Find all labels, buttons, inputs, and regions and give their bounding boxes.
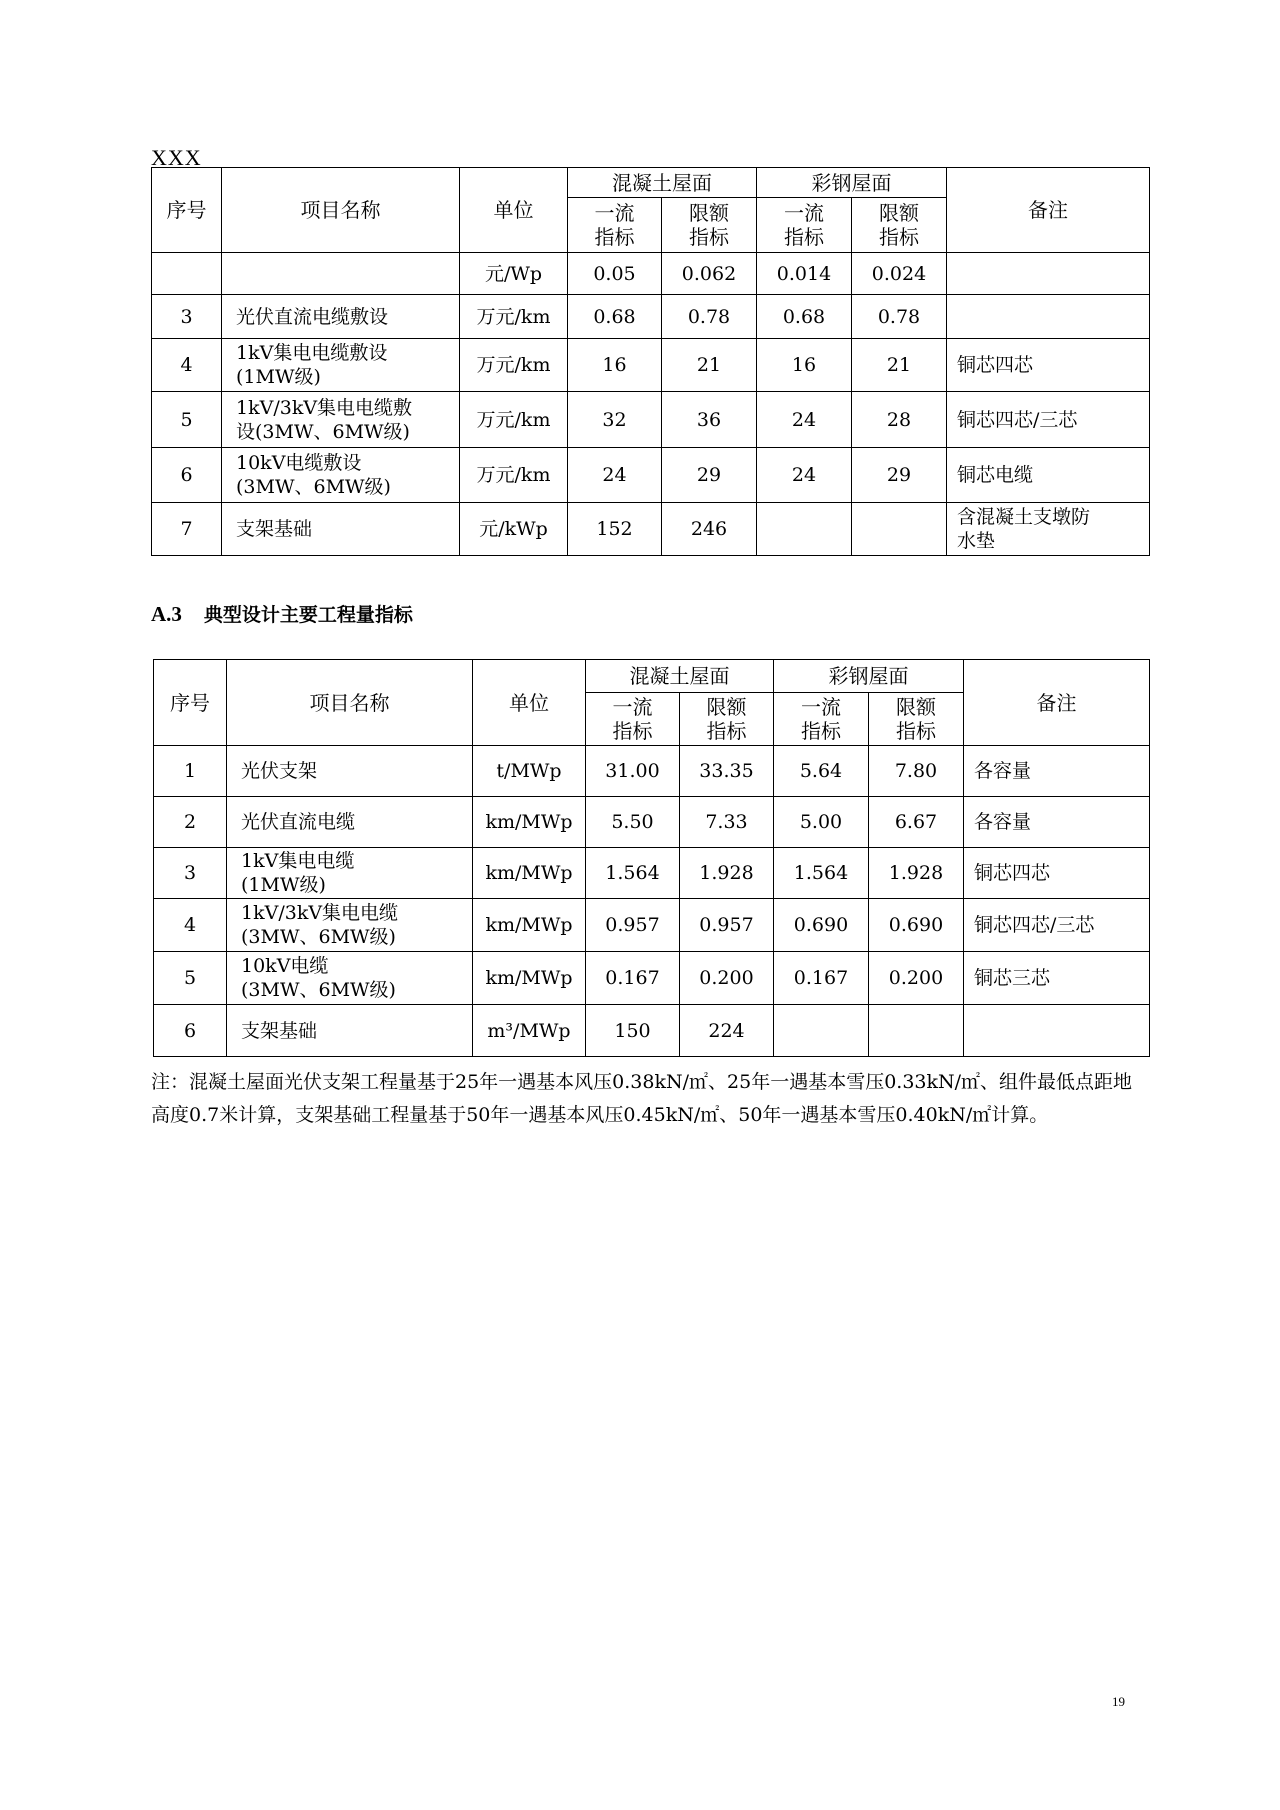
cell-note: 铜芯三芯 — [964, 952, 1150, 1005]
cell-c4: 0.690 — [869, 899, 964, 952]
cell-note: 铜芯四芯/三芯 — [947, 392, 1150, 448]
cell-unit: 万元/km — [460, 339, 568, 392]
cell-c2: 224 — [680, 1005, 774, 1057]
cell-c2: 21 — [662, 339, 757, 392]
table-row — [154, 797, 1150, 848]
cell-note: 各容量 — [964, 797, 1150, 848]
cell-c1: 0.167 — [586, 952, 680, 1005]
cell-c1: 24 — [568, 448, 662, 503]
table-row — [152, 448, 1150, 503]
cell-name: 1kV/3kV集电电缆 (3MW、6MW级) — [227, 899, 473, 952]
cell-seq: 6 — [154, 1005, 227, 1057]
cell-name: 10kV电缆 (3MW、6MW级) — [227, 952, 473, 1005]
cell-c4: 0.200 — [869, 952, 964, 1005]
cell-name: 1kV集电电缆敷设 (1MW级) — [222, 339, 460, 392]
cell-unit: 万元/km — [460, 448, 568, 503]
cell-c2: 0.200 — [680, 952, 774, 1005]
header-seq: 序号 — [152, 168, 222, 253]
cell-c4: 28 — [852, 392, 947, 448]
cost-index-table — [151, 167, 1150, 556]
cell-unit: 万元/km — [460, 295, 568, 339]
cell-c4: 7.80 — [869, 746, 964, 797]
cell-c3: 5.64 — [774, 746, 869, 797]
cell-note: 含混凝土支墩防 水垫 — [947, 503, 1150, 556]
cell-unit: 万元/km — [460, 392, 568, 448]
header-limit: 限额 指标 — [852, 198, 947, 253]
table-row — [152, 392, 1150, 448]
cell-c3 — [774, 1005, 869, 1057]
cell-unit: m³/MWp — [473, 1005, 586, 1057]
cell-c3: 0.690 — [774, 899, 869, 952]
cell-note — [964, 1005, 1150, 1057]
cell-c2: 29 — [662, 448, 757, 503]
cell-seq: 5 — [154, 952, 227, 1005]
cell-c4: 29 — [852, 448, 947, 503]
cell-note: 铜芯电缆 — [947, 448, 1150, 503]
cell-c1: 150 — [586, 1005, 680, 1057]
header-concrete-roof: 混凝土屋面 — [568, 168, 757, 198]
cell-unit: 元/kWp — [460, 503, 568, 556]
cell-unit: km/MWp — [473, 899, 586, 952]
table-row — [154, 952, 1150, 1005]
header-note: 备注 — [964, 660, 1150, 746]
cell-seq: 2 — [154, 797, 227, 848]
header-first-class: 一流 指标 — [774, 693, 869, 746]
cell-c1: 152 — [568, 503, 662, 556]
cell-unit: km/MWp — [473, 952, 586, 1005]
table-row — [152, 295, 1150, 339]
cell-c2: 0.957 — [680, 899, 774, 952]
cell-note: 铜芯四芯 — [947, 339, 1150, 392]
cell-name: 支架基础 — [227, 1005, 473, 1057]
cell-c3: 24 — [757, 392, 852, 448]
cell-c3: 0.014 — [757, 253, 852, 295]
header-steel-roof: 彩钢屋面 — [774, 660, 964, 693]
section-number: A.3 — [151, 602, 182, 626]
quantity-index-table — [153, 659, 1150, 1057]
cell-note — [947, 253, 1150, 295]
header-seq: 序号 — [154, 660, 227, 746]
cell-unit: 元/Wp — [460, 253, 568, 295]
cell-c4: 0.78 — [852, 295, 947, 339]
cell-c1: 31.00 — [586, 746, 680, 797]
cell-c3: 0.68 — [757, 295, 852, 339]
cell-note: 各容量 — [964, 746, 1150, 797]
cell-c2: 0.78 — [662, 295, 757, 339]
cell-c4: 0.024 — [852, 253, 947, 295]
cell-seq: 7 — [152, 503, 222, 556]
header-unit: 单位 — [460, 168, 568, 253]
cell-seq: 4 — [152, 339, 222, 392]
cell-c2: 33.35 — [680, 746, 774, 797]
cell-c2: 1.928 — [680, 848, 774, 899]
cell-c3: 1.564 — [774, 848, 869, 899]
cell-seq — [152, 253, 222, 295]
cell-note: 铜芯四芯/三芯 — [964, 899, 1150, 952]
cell-c2: 0.062 — [662, 253, 757, 295]
header-name: 项目名称 — [227, 660, 473, 746]
section-title: 典型设计主要工程量指标 — [203, 604, 413, 626]
table-row — [154, 746, 1150, 797]
cell-c2: 246 — [662, 503, 757, 556]
header-steel-roof: 彩钢屋面 — [757, 168, 947, 198]
cell-c4: 21 — [852, 339, 947, 392]
cell-c1: 0.957 — [586, 899, 680, 952]
cell-unit: km/MWp — [473, 797, 586, 848]
cell-c1: 16 — [568, 339, 662, 392]
table-row — [152, 253, 1150, 295]
cell-seq: 1 — [154, 746, 227, 797]
cell-name — [222, 253, 460, 295]
header-first-class: 一流 指标 — [568, 198, 662, 253]
cell-name: 光伏直流电缆 — [227, 797, 473, 848]
cell-name: 支架基础 — [222, 503, 460, 556]
footnote: 注：混凝土屋面光伏支架工程量基于25年一遇基本风压0.38kN/㎡、25年一遇基本雪压0.33kN/㎡、组件最低点距地高度0.7米计算，支架基础工程量基于50年一遇基本风压0.45kN/㎡、50年一遇基本雪压0.40kN/㎡计算。 — [151, 1071, 1133, 1126]
cell-name: 1kV/3kV集电电缆敷 设(3MW、6MW级) — [222, 392, 460, 448]
cell-c4: 1.928 — [869, 848, 964, 899]
cell-name: 光伏支架 — [227, 746, 473, 797]
section-heading — [151, 600, 413, 627]
header-concrete-roof: 混凝土屋面 — [586, 660, 774, 693]
header-first-class: 一流 指标 — [586, 693, 680, 746]
cell-unit: t/MWp — [473, 746, 586, 797]
cell-note — [947, 295, 1150, 339]
table-row — [154, 899, 1150, 952]
cell-name: 光伏直流电缆敷设 — [222, 295, 460, 339]
header-limit: 限额 指标 — [662, 198, 757, 253]
cell-seq: 5 — [152, 392, 222, 448]
cell-c2: 36 — [662, 392, 757, 448]
page-number: 19 — [1112, 1694, 1125, 1709]
header-limit: 限额 指标 — [680, 693, 774, 746]
header-unit: 单位 — [473, 660, 586, 746]
cell-name: 1kV集电电缆 (1MW级) — [227, 848, 473, 899]
cell-seq: 3 — [152, 295, 222, 339]
table-row — [154, 1005, 1150, 1057]
table-row — [154, 848, 1150, 899]
cell-c1: 0.05 — [568, 253, 662, 295]
cell-c2: 7.33 — [680, 797, 774, 848]
table-row — [152, 503, 1150, 556]
cell-c1: 0.68 — [568, 295, 662, 339]
header-limit: 限额 指标 — [869, 693, 964, 746]
cell-c3 — [757, 503, 852, 556]
cell-c3: 16 — [757, 339, 852, 392]
cell-seq: 4 — [154, 899, 227, 952]
document-label: XXX — [151, 145, 202, 170]
cell-seq: 6 — [152, 448, 222, 503]
cell-c3: 24 — [757, 448, 852, 503]
cell-c4: 6.67 — [869, 797, 964, 848]
cell-c1: 1.564 — [586, 848, 680, 899]
cell-c4 — [869, 1005, 964, 1057]
header-name: 项目名称 — [222, 168, 460, 253]
cell-c3: 5.00 — [774, 797, 869, 848]
cell-seq: 3 — [154, 848, 227, 899]
cell-unit: km/MWp — [473, 848, 586, 899]
cell-c1: 32 — [568, 392, 662, 448]
cell-c1: 5.50 — [586, 797, 680, 848]
cell-c4 — [852, 503, 947, 556]
cell-c3: 0.167 — [774, 952, 869, 1005]
header-first-class: 一流 指标 — [757, 198, 852, 253]
header-note: 备注 — [947, 168, 1150, 253]
table-row — [152, 339, 1150, 392]
cell-note: 铜芯四芯 — [964, 848, 1150, 899]
cell-name: 10kV电缆敷设 (3MW、6MW级) — [222, 448, 460, 503]
